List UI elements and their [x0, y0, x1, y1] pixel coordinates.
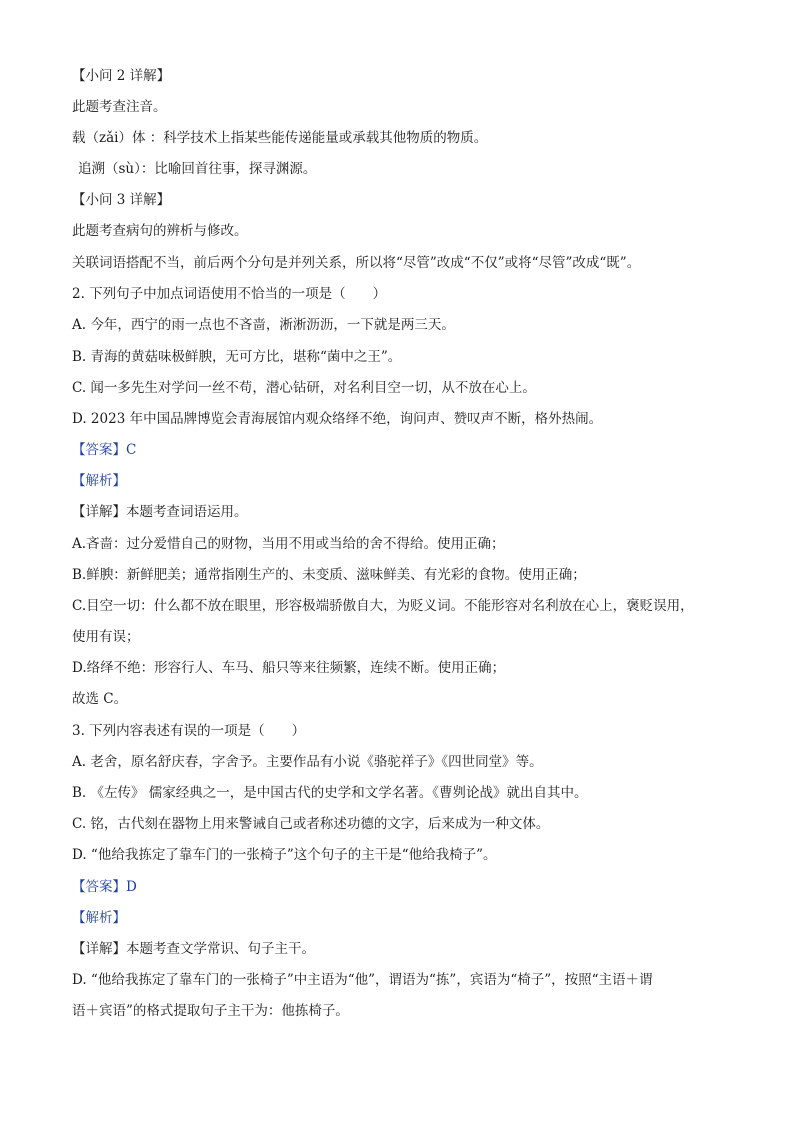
answer-label: 【答案】C [72, 442, 137, 458]
option-b: B. 青海的黄菇味极鲜腴，无可方比，堪称“菌中之王”。 [72, 349, 402, 365]
paragraph-text: 语＋宾语”的格式提取句子主干为：他拣椅子。 [72, 1003, 349, 1019]
paragraph-text: C.目空一切：什么都不放在眼里，形容极端骄傲自大，为贬义词。不能形容对名利放在心上，褒贬误用， [72, 598, 694, 614]
paragraph-text: 故选 C。 [72, 691, 128, 707]
question-2-stem: 2. 下列句子中加点词语使用不恰当的一项是（ ） [72, 286, 387, 302]
detail-label: 【详解】本题考查文学常识、句子主干。 [72, 941, 315, 957]
paragraph-text: 此题考查病句的辨析与修改。 [72, 223, 248, 239]
analysis-label: 【解析】 [72, 910, 126, 926]
option-b: B. 《左传》 儒家经典之一，是中国古代的史学和文学名著。《曹刿论战》就出自其中。 [72, 785, 588, 801]
option-d: D. “他给我拣定了靠车门的一张椅子”这个句子的主干是“他给我椅子”。 [72, 847, 497, 863]
detail-label: 【详解】本题考查词语运用。 [72, 504, 248, 520]
subquestion-2-heading: 【小问 2 详解】 [72, 68, 171, 84]
paragraph-text: D.络绎不绝：形容行人、车马、船只等来往频繁，连续不断。使用正确； [72, 660, 506, 676]
option-c: C. 铭，古代刻在器物上用来警诫自己或者称述功德的文字，后来成为一种文体。 [72, 816, 550, 832]
option-c: C. 闻一多先生对学问一丝不苟，潜心钻研，对名利目空一切，从不放在心上。 [72, 380, 536, 396]
paragraph-text: 此题考查注音。 [72, 99, 167, 115]
paragraph-text: 载（zǎi）体 ：科学技术上指某些能传递能量或承载其他物质的物质。 [72, 130, 488, 146]
paragraph-text: 使用有误； [72, 629, 140, 645]
question-3-stem: 3. 下列内容表述有误的一项是（ ） [72, 723, 306, 739]
option-a: A. 今年，西宁的雨一点也不吝啬，淅淅沥沥，一下就是两三天。 [72, 317, 455, 333]
answer-label: 【答案】D [72, 879, 137, 895]
paragraph-text: 追溯（sù）：比喻回首往事，探寻渊源。 [78, 161, 317, 177]
paragraph-text: B.鲜腴：新鲜肥美；通常指刚生产的、未变质、滋味鲜美、有光彩的食物。使用正确； [72, 567, 586, 583]
option-d: D. 2023 年中国品牌博览会青海展馆内观众络绎不绝，询问声、赞叹声不断，格外热闹。 [72, 411, 603, 427]
subquestion-3-heading: 【小问 3 详解】 [72, 192, 171, 208]
paragraph-text: 关联词语搭配不当，前后两个分句是并列关系，所以将“尽管”改成“不仅”或将“尽管”改成“既”。 [72, 255, 641, 271]
option-a: A. 老舍，原名舒庆春，字舍予。主要作品有小说《骆驼祥子》《四世同堂》等。 [72, 754, 543, 770]
paragraph-text: A.吝啬：过分爱惜自己的财物，当用不用或当给的舍不得给。使用正确； [72, 536, 505, 552]
analysis-label: 【解析】 [72, 473, 126, 489]
paragraph-text: D. “他给我拣定了靠车门的一张椅子”中主语为“他”，谓语为“拣”，宾语为“椅子”，按照“主语＋谓 [72, 972, 653, 988]
